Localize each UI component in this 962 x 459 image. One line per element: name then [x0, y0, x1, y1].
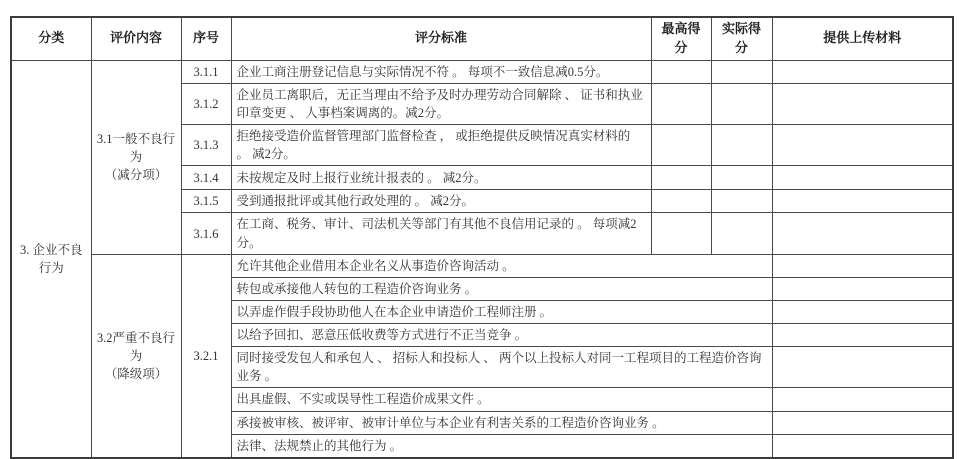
section-3-2-label-line2: （降级项）	[104, 366, 168, 381]
max-score-cell	[651, 83, 711, 124]
serial-cell: 3.1.5	[181, 190, 231, 213]
upload-material-cell	[772, 434, 953, 458]
header-row	[11, 17, 953, 60]
header-category: 分类	[11, 17, 91, 60]
criteria-cell: 同时接受发包人和承包人 、 招标人和投标人 、 两个以上投标人对同一工程项目的工程造价咨询业务 。	[231, 347, 772, 388]
max-score-cell	[651, 125, 711, 166]
criteria-cell: 拒绝接受造价监督管理部门监督检查 ， 或拒绝提供反映情况真实材料的 。 减2分。	[231, 125, 651, 166]
category-cell: 3. 企业不良行为	[11, 60, 91, 458]
serial-cell: 3.1.1	[181, 60, 231, 83]
evaluation-table	[10, 16, 954, 459]
header-max-score: 最高得分	[651, 17, 711, 60]
section-3-2-label-line1: 3.2严重不良行为	[96, 330, 176, 363]
upload-material-cell	[772, 213, 953, 254]
actual-score-cell	[711, 125, 772, 166]
table-row	[11, 60, 953, 83]
criteria-cell: 允许其他企业借用本企业名义从事造价咨询活动 。	[231, 254, 772, 277]
criteria-cell: 在工商、税务、审计、司法机关等部门有其他不良信用记录的 。 每项减2分。	[231, 213, 651, 254]
serial-cell: 3.2.1	[181, 254, 231, 458]
upload-material-cell	[772, 254, 953, 277]
serial-cell: 3.1.6	[181, 213, 231, 254]
actual-score-cell	[711, 213, 772, 254]
actual-score-cell	[711, 166, 772, 190]
section-3-2-label	[91, 254, 181, 458]
criteria-cell: 出具虚假、不实或误导性工程造价成果文件 。	[231, 388, 772, 411]
upload-material-cell	[772, 411, 953, 434]
upload-material-cell	[772, 277, 953, 300]
upload-material-cell	[772, 60, 953, 83]
criteria-cell: 以弄虚作假手段协助他人在本企业申请造价工程师注册 。	[231, 300, 772, 323]
header-upload-material: 提供上传材料	[772, 17, 953, 60]
criteria-cell: 未按规定及时上报行业统计报表的 。 减2分。	[231, 166, 651, 190]
criteria-cell: 承接被审核、被评审、被审计单位与本企业有利害关系的工程造价咨询业务 。	[231, 411, 772, 434]
actual-score-cell	[711, 190, 772, 213]
header-criteria: 评分标准	[231, 17, 651, 60]
max-score-cell	[651, 190, 711, 213]
actual-score-cell	[711, 60, 772, 83]
table-row	[11, 254, 953, 277]
upload-material-cell	[772, 190, 953, 213]
header-actual-score: 实际得分	[711, 17, 772, 60]
upload-material-cell	[772, 125, 953, 166]
criteria-cell: 以给予回扣、恶意压低收费等方式进行不正当竞争 。	[231, 324, 772, 347]
actual-score-cell	[711, 83, 772, 124]
upload-material-cell	[772, 83, 953, 124]
header-serial: 序号	[181, 17, 231, 60]
criteria-cell: 企业工商注册登记信息与实际情况不符 。 每项不一致信息减0.5分。	[231, 60, 651, 83]
upload-material-cell	[772, 324, 953, 347]
serial-cell: 3.1.4	[181, 166, 231, 190]
header-content: 评价内容	[91, 17, 181, 60]
criteria-cell: 受到通报批评或其他行政处理的 。 减2分。	[231, 190, 651, 213]
section-3-1-label	[91, 60, 181, 254]
max-score-cell	[651, 213, 711, 254]
serial-cell: 3.1.2	[181, 83, 231, 124]
max-score-cell	[651, 60, 711, 83]
upload-material-cell	[772, 300, 953, 323]
upload-material-cell	[772, 347, 953, 388]
serial-cell: 3.1.3	[181, 125, 231, 166]
upload-material-cell	[772, 388, 953, 411]
criteria-cell: 转包或承接他人转包的工程造价咨询业务 。	[231, 277, 772, 300]
section-3-1-label-line2: （减分项）	[104, 168, 168, 183]
criteria-cell: 法律、法规禁止的其他行为 。	[231, 434, 772, 458]
section-3-1-label-line1: 3.1一般不良行为	[96, 132, 176, 165]
max-score-cell	[651, 166, 711, 190]
criteria-cell: 企业员工离职后，无正当理由不给予及时办理劳动合同解除 、 证书和执业印章变更 、 人事档案调离的。减2分。	[231, 83, 651, 124]
upload-material-cell	[772, 166, 953, 190]
